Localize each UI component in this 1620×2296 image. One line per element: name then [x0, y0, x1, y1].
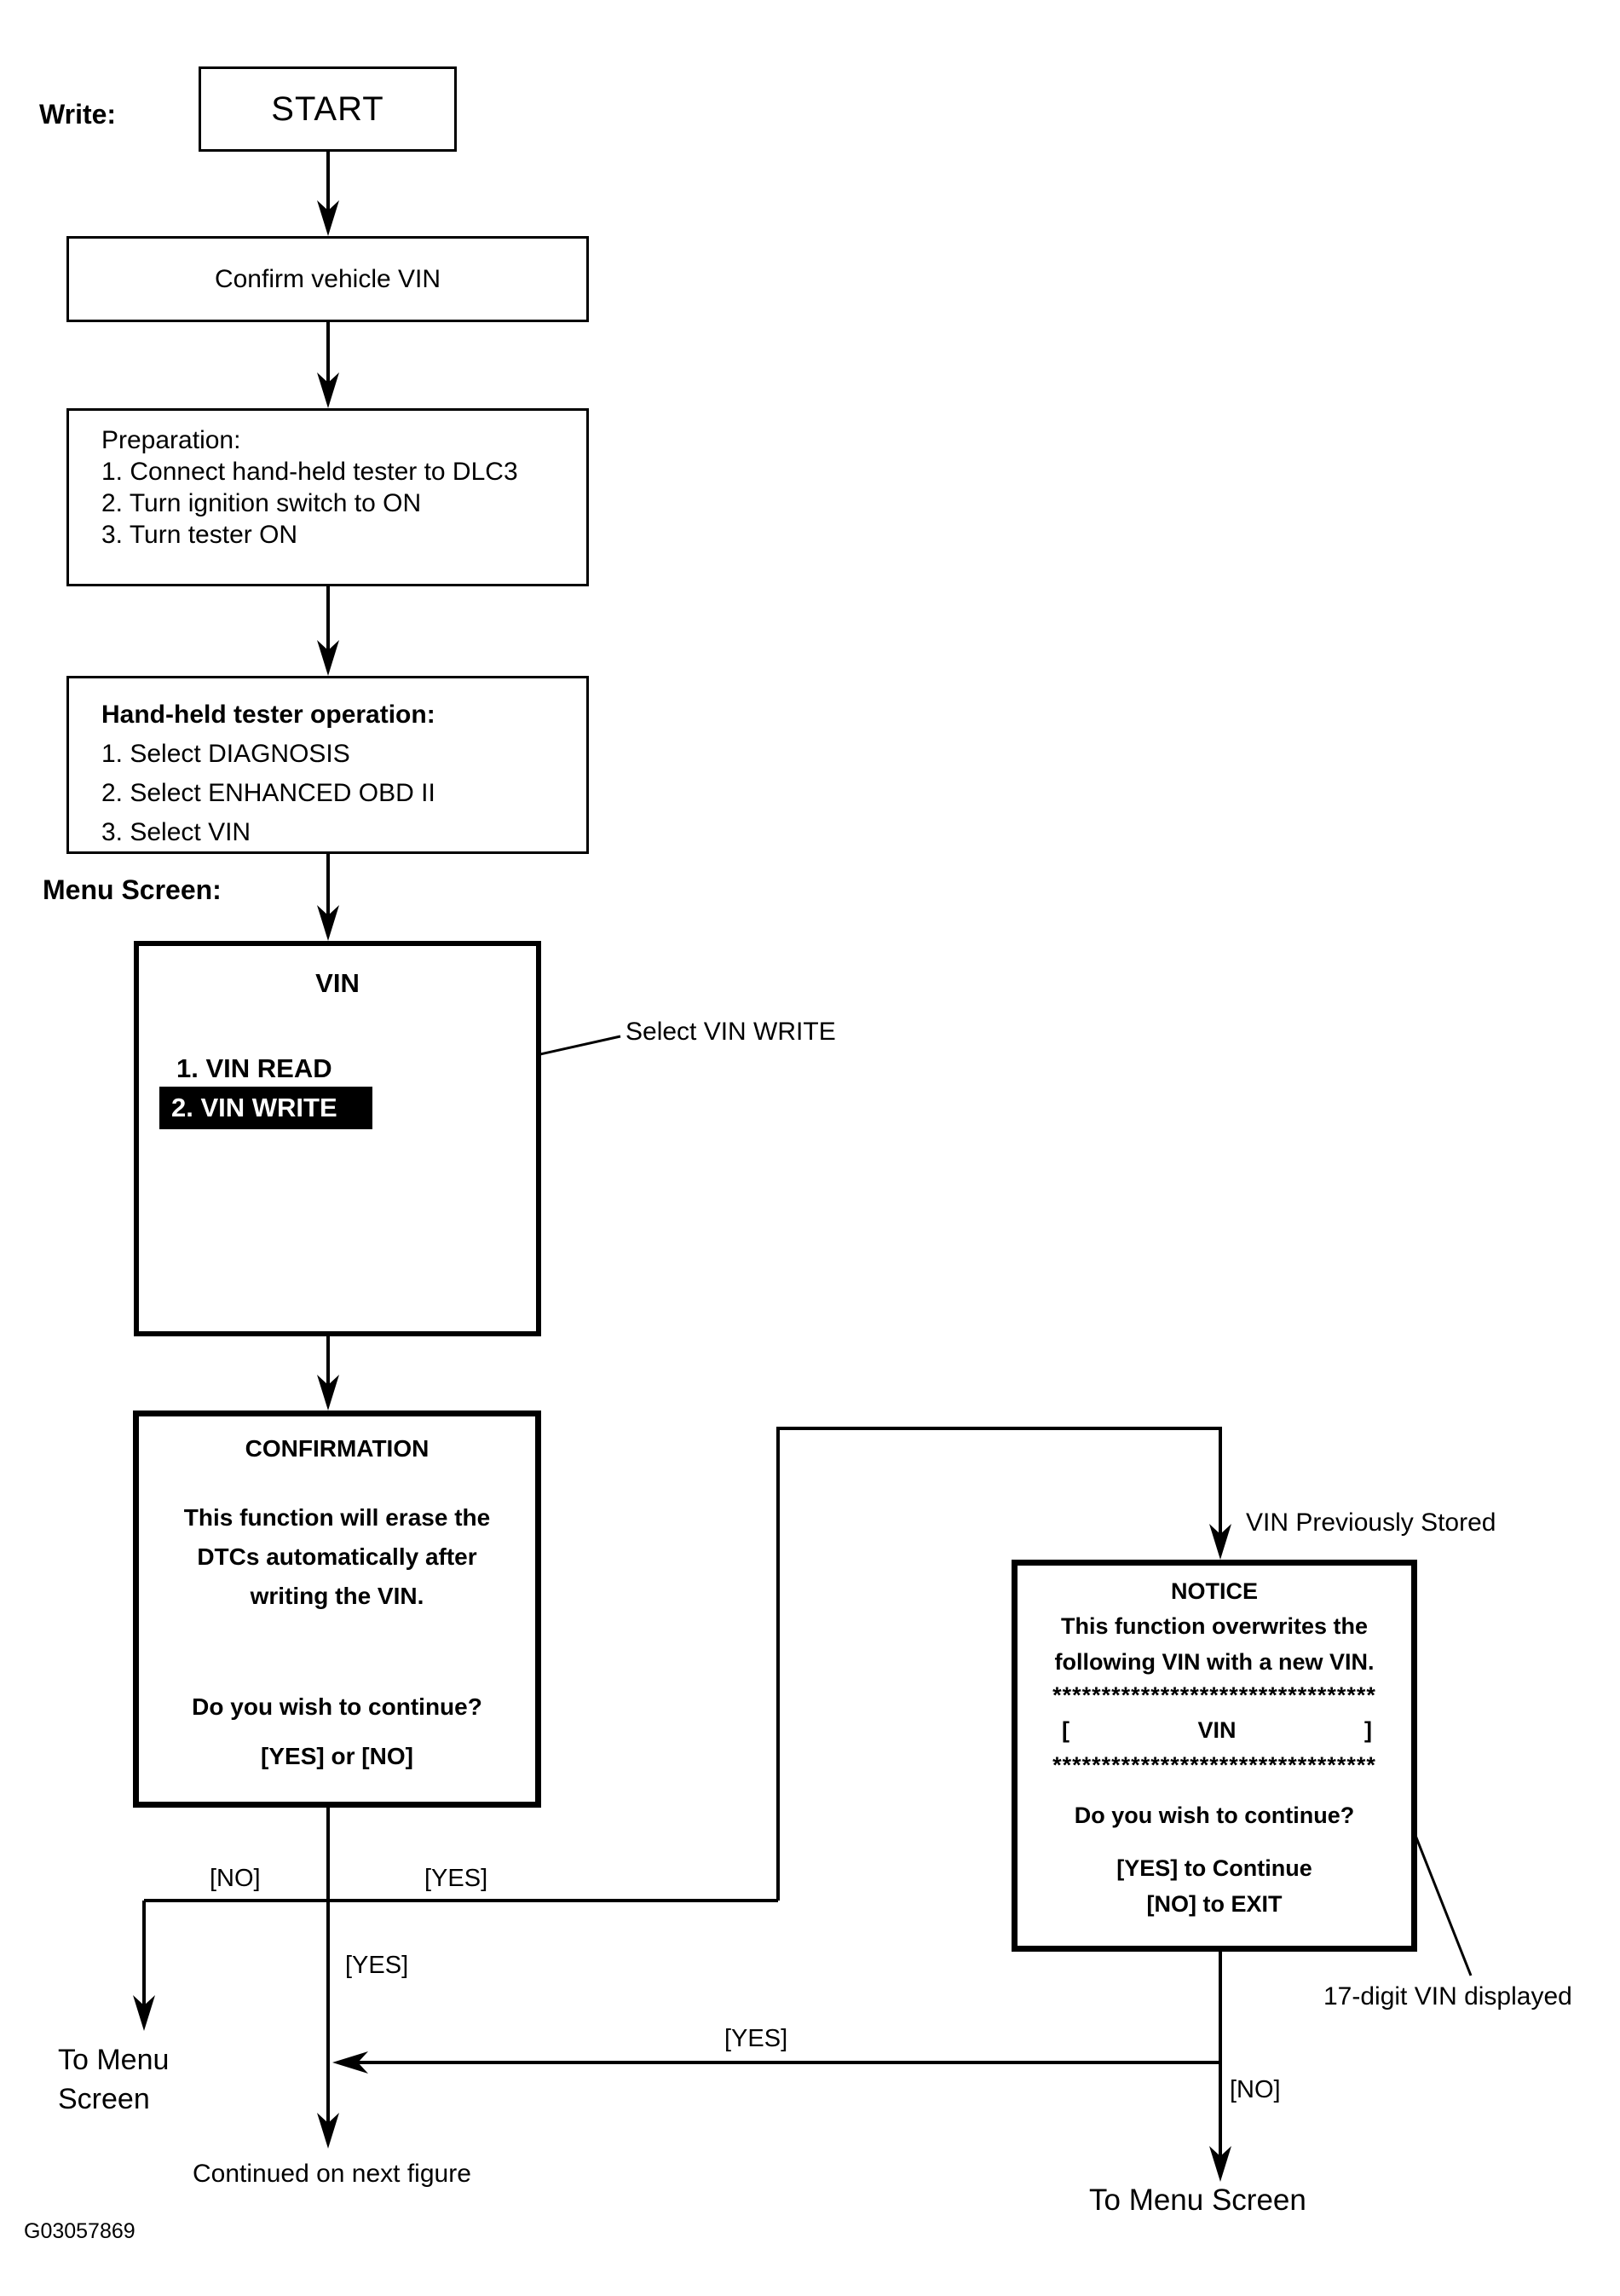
annotation-vin-previously-stored: VIN Previously Stored	[1246, 1509, 1496, 1537]
confirm-vin-node	[66, 236, 589, 322]
start-node-label: START	[271, 89, 384, 128]
confirmation-screen	[133, 1410, 541, 1808]
menu-item-vin-write-label: 2. VIN WRITE	[171, 1093, 337, 1122]
terminal-continued-next-figure: Continued on next figure	[193, 2160, 471, 2188]
confirmation-body-line-2: DTCs automatically after	[197, 1543, 477, 1570]
notice-body-line-2: following VIN with a new VIN.	[1054, 1649, 1375, 1675]
notice-question: Do you wish to continue?	[1074, 1803, 1355, 1828]
preparation-node	[66, 408, 589, 586]
tester-operation-step-1: 1. Select DIAGNOSIS	[101, 740, 350, 768]
start-node	[199, 66, 457, 152]
preparation-step-1: 1. Connect hand-held tester to DLC3	[101, 458, 518, 486]
figure-id: G03057869	[24, 2219, 135, 2243]
confirmation-body-line-1: This function will erase the	[183, 1504, 491, 1531]
preparation-step-2: 2. Turn ignition switch to ON	[101, 489, 422, 517]
edge-label-confirm-no: [NO]	[210, 1865, 261, 1892]
terminal-to-menu-screen-right: To Menu Screen	[1089, 2184, 1306, 2217]
notice-vin-field	[1018, 1710, 1411, 1750]
terminal-to-menu-left-line1: To Menu	[58, 2044, 170, 2076]
notice-separator-top: *********************************	[1052, 1682, 1376, 1708]
edge-label-confirm-yes-right: [YES]	[424, 1865, 488, 1892]
section-label-write: Write:	[39, 99, 117, 130]
edge-label-notice-yes: [YES]	[724, 2025, 788, 2052]
terminal-to-menu-screen-left	[58, 2040, 169, 2119]
notice-body-line-1: This function overwrites the	[1060, 1613, 1369, 1639]
preparation-title: Preparation:	[101, 426, 241, 454]
notice-separator-bottom: *********************************	[1052, 1752, 1376, 1778]
confirmation-options: [YES] or [NO]	[261, 1743, 413, 1769]
tester-operation-step-2: 2. Select ENHANCED OBD II	[101, 779, 435, 807]
callout-select-vin-write: Select VIN WRITE	[626, 1018, 836, 1046]
vin-menu-title: VIN	[315, 968, 360, 998]
notice-title: NOTICE	[1170, 1578, 1258, 1604]
confirmation-body-line-3: writing the VIN.	[250, 1583, 424, 1609]
confirmation-title: CONFIRMATION	[245, 1435, 430, 1462]
edge-label-confirm-yes-down: [YES]	[345, 1952, 409, 1979]
tester-operation-node	[66, 676, 589, 854]
annotation-17-digit-vin: 17-digit VIN displayed	[1323, 1982, 1572, 2010]
edge-label-notice-no: [NO]	[1230, 2076, 1281, 2103]
notice-option-no: [NO] to EXIT	[1146, 1891, 1283, 1917]
confirm-vin-label: Confirm vehicle VIN	[214, 264, 441, 293]
tester-operation-step-3: 3. Select VIN	[101, 818, 251, 846]
vin-field-open-bracket: [	[1062, 1717, 1069, 1743]
confirmation-question: Do you wish to continue?	[192, 1693, 482, 1720]
vin-field-label: VIN	[1197, 1717, 1237, 1743]
menu-item-vin-read: 1. VIN READ	[176, 1053, 332, 1083]
vin-field-close-bracket: ]	[1363, 1717, 1372, 1743]
tester-operation-title: Hand-held tester operation:	[101, 701, 435, 729]
notice-option-yes: [YES] to Continue	[1116, 1855, 1312, 1881]
vin-menu-screen	[134, 941, 541, 1336]
notice-screen	[1012, 1560, 1417, 1952]
section-label-menu-screen: Menu Screen:	[43, 874, 222, 905]
menu-item-vin-write-selected	[159, 1087, 372, 1129]
preparation-step-3: 3. Turn tester ON	[101, 521, 298, 549]
terminal-to-menu-left-line2: Screen	[58, 2083, 150, 2115]
